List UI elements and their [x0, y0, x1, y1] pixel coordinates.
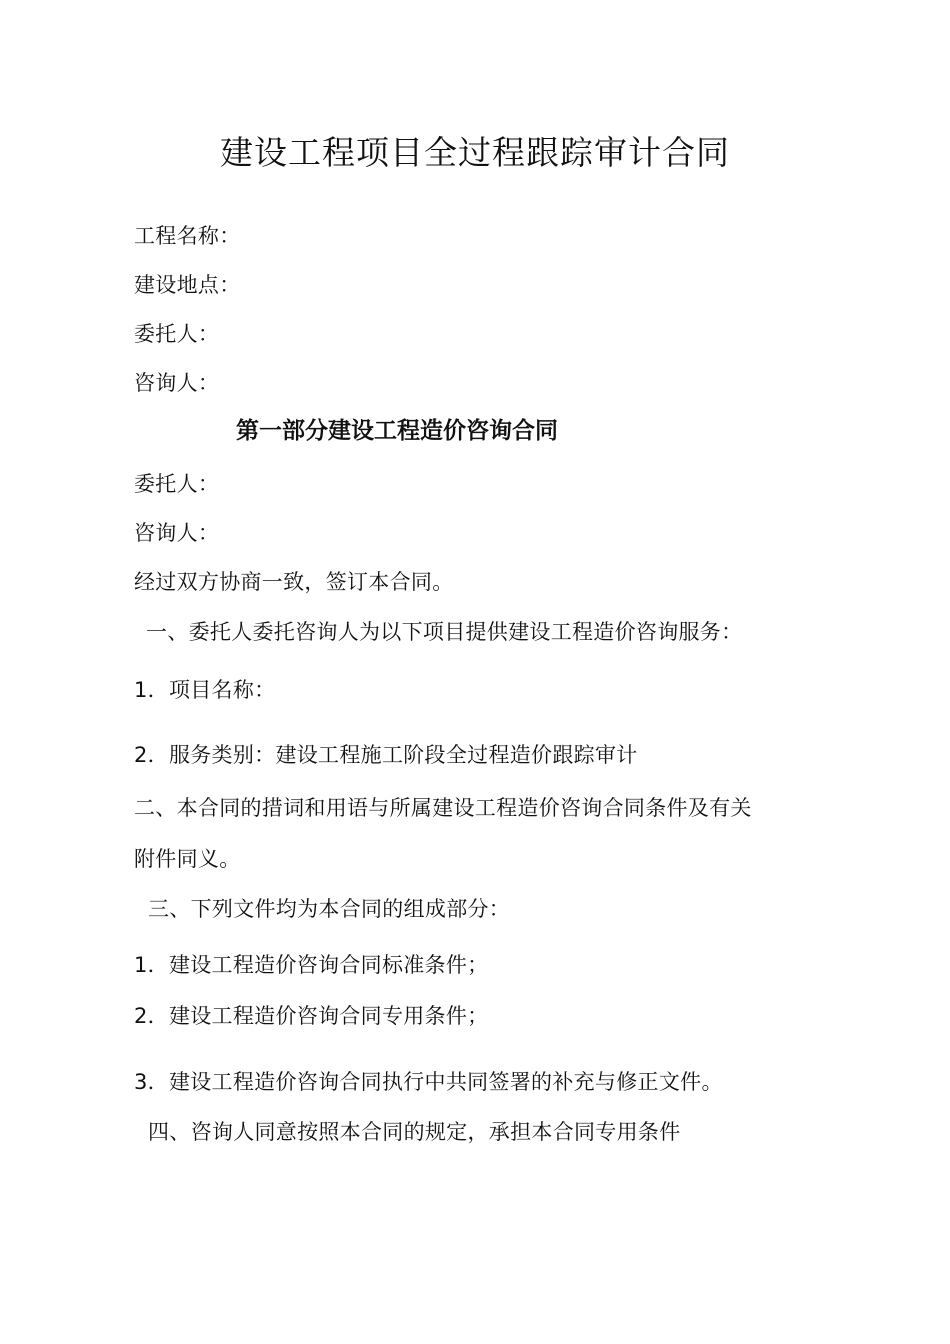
clause-4: 四、咨询人同意按照本合同的规定，承担本合同专用条件 — [148, 1120, 681, 1144]
field-consultant: 咨询人： — [134, 371, 220, 395]
clause-3: 三、下列文件均为本合同的组成部分： — [148, 897, 511, 921]
clause-1-item-1: 1．项目名称： — [134, 678, 276, 702]
clause-2-line-2: 附件同义。 — [134, 847, 241, 871]
field-project-name: 工程名称： — [134, 224, 241, 248]
clause-3-item-1: 1．建设工程造价咨询合同标准条件； — [134, 953, 489, 977]
clause-3-item-3: 3．建设工程造价咨询合同执行中共同签署的补充与修正文件。 — [134, 1070, 723, 1094]
part-one-heading: 第一部分建设工程造价咨询合同 — [236, 418, 558, 444]
part-one-client: 委托人： — [134, 472, 220, 496]
clause-1-item-2: 2．服务类别：建设工程施工阶段全过程造价跟踪审计 — [134, 743, 638, 767]
document-title: 建设工程项目全过程跟踪审计合同 — [220, 133, 730, 172]
clause-2-line-1: 二、本合同的措词和用语与所属建设工程造价咨询合同条件及有关 — [134, 796, 752, 820]
clause-1: 一、委托人委托咨询人为以下项目提供建设工程造价咨询服务： — [146, 620, 743, 644]
clause-3-item-2: 2．建设工程造价咨询合同专用条件； — [134, 1004, 489, 1028]
part-one-consultant: 咨询人： — [134, 521, 220, 545]
intro-text: 经过双方协商一致，签订本合同。 — [134, 570, 454, 594]
field-client: 委托人： — [134, 322, 220, 346]
field-location: 建设地点： — [134, 273, 241, 297]
